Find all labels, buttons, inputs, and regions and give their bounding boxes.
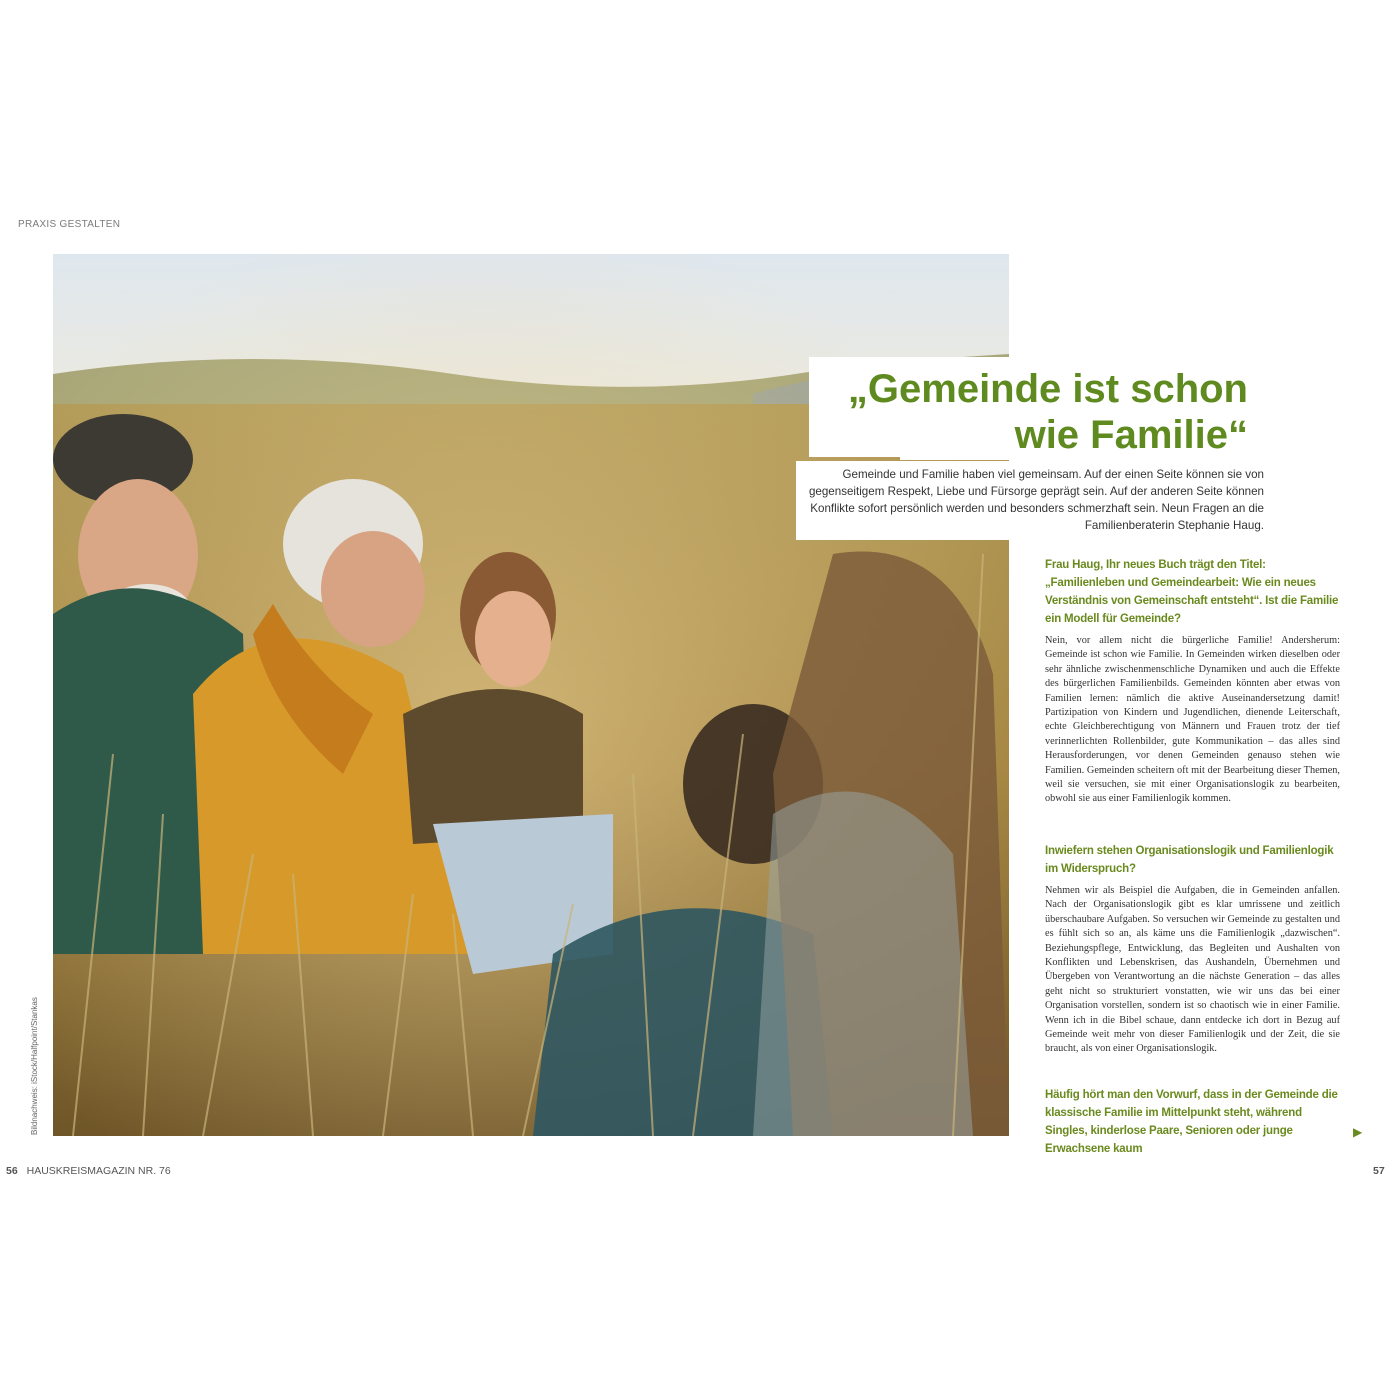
- answer-1: Nein, vor allem nicht die bürgerliche Familie! Andersherum: Gemeinde ist schon wie Familie. In Gemeinden wirken dieselben oder sehr ähnliche zwischenmenschliche Dynamiken und auch die Effekte des bürgerlichen Familienbilds. Gemeinden könnten aber etwas von Familien lernen: nämlich die aktive Auseinandersetzung damit! Partizipation von Kindern und Jugendlichen, dienende Leiterschaft, echte Gleichberechtigung von Männern und Frauen trotz der tief verinnerlichten Rollenbilder, gute Kommunikation – das alles sind Herausforderungen, vor denen Gemeinden genauso stehen wie Familien. Gemeinden scheitern oft mit der Bearbeitung dieser Themen, weil sie versuchen, sie mit einer Organisationslogik zu bearbeiten, obwohl sie aus einer Familienlogik kommen.: [1045, 635, 1340, 805]
- answer-2: Nehmen wir als Beispiel die Aufgaben, die in Gemeinden anfallen. Nach der Organisationslogik gibt es klar umrissene und zeitlich überschaubare Aufgaben. So versuchen wir Gemeinde zu gestalten und es fühlt sich so an, als käme uns die Familienlogik „dazwischen“. Beziehungspflege, Entwicklung, das Begleiten und Aushalten von Konflikten und Lebenskrisen, das Aushandeln, Übernehmen und Übergeben von Verantwortung an die nächste Generation – das alles geht nicht so strukturiert vonstatten, wie wir uns das bei einer Organisation vorstellen, sondern ist so chaotisch wie in einer Familie. Wenn ich in die Bibel schaue, dann entdecke ich dort in Bezug auf Gemeinde weit mehr von dieser Familienlogik und der Zeit, die sie braucht, als von einer Organisationslogik.: [1045, 885, 1340, 1055]
- qa-block-1: [1045, 556, 1340, 807]
- question-2: Inwiefern stehen Organisationslogik und Familienlogik im Widerspruch?: [1045, 845, 1334, 875]
- qa-block-2: [1045, 842, 1340, 1057]
- page-number-right: 57: [1373, 1165, 1385, 1177]
- question-1: Frau Haug, Ihr neues Buch trägt den Titel: „Familienleben und Gemeindearbeit: Wie ein neues Verständnis von Gemeinschaft entsteht“. Ist die Familie ein Modell für Gemeinde?: [1045, 559, 1339, 625]
- magazine-issue: HAUSKREISMAGAZIN NR. 76: [26, 1165, 171, 1177]
- page-number-left: 56: [6, 1165, 18, 1177]
- folio-left: [6, 1165, 171, 1177]
- photo-credit: Bildnachweis: iStock/Halfpoint/Stankas: [30, 997, 39, 1135]
- qa-block-3: [1045, 1086, 1340, 1158]
- section-label: PRAXIS GESTALTEN: [18, 219, 121, 230]
- continue-arrow-icon: ▶: [1353, 1125, 1363, 1139]
- question-3: Häufig hört man den Vorwurf, dass in der Gemeinde die klassische Familie im Mittelpunkt steht, während Singles, kinderlose Paare, Senioren oder junge Erwachsene kaum: [1045, 1089, 1338, 1155]
- headline-line-2: wie Familie“: [1014, 413, 1248, 457]
- headline-line-1: „Gemeinde ist schon: [847, 367, 1248, 411]
- headline: [818, 366, 1248, 458]
- lead-paragraph: Gemeinde und Familie haben viel gemeinsam. Auf der einen Seite können sie von gegenseitigem Respekt, Liebe und Fürsorge geprägt sein. Auf der anderen Seite können Konflikte sofort persönlich werden und besonders schmerzhaft sein. Neun Fragen an die Familienberaterin Stephanie Haug.: [808, 468, 1264, 532]
